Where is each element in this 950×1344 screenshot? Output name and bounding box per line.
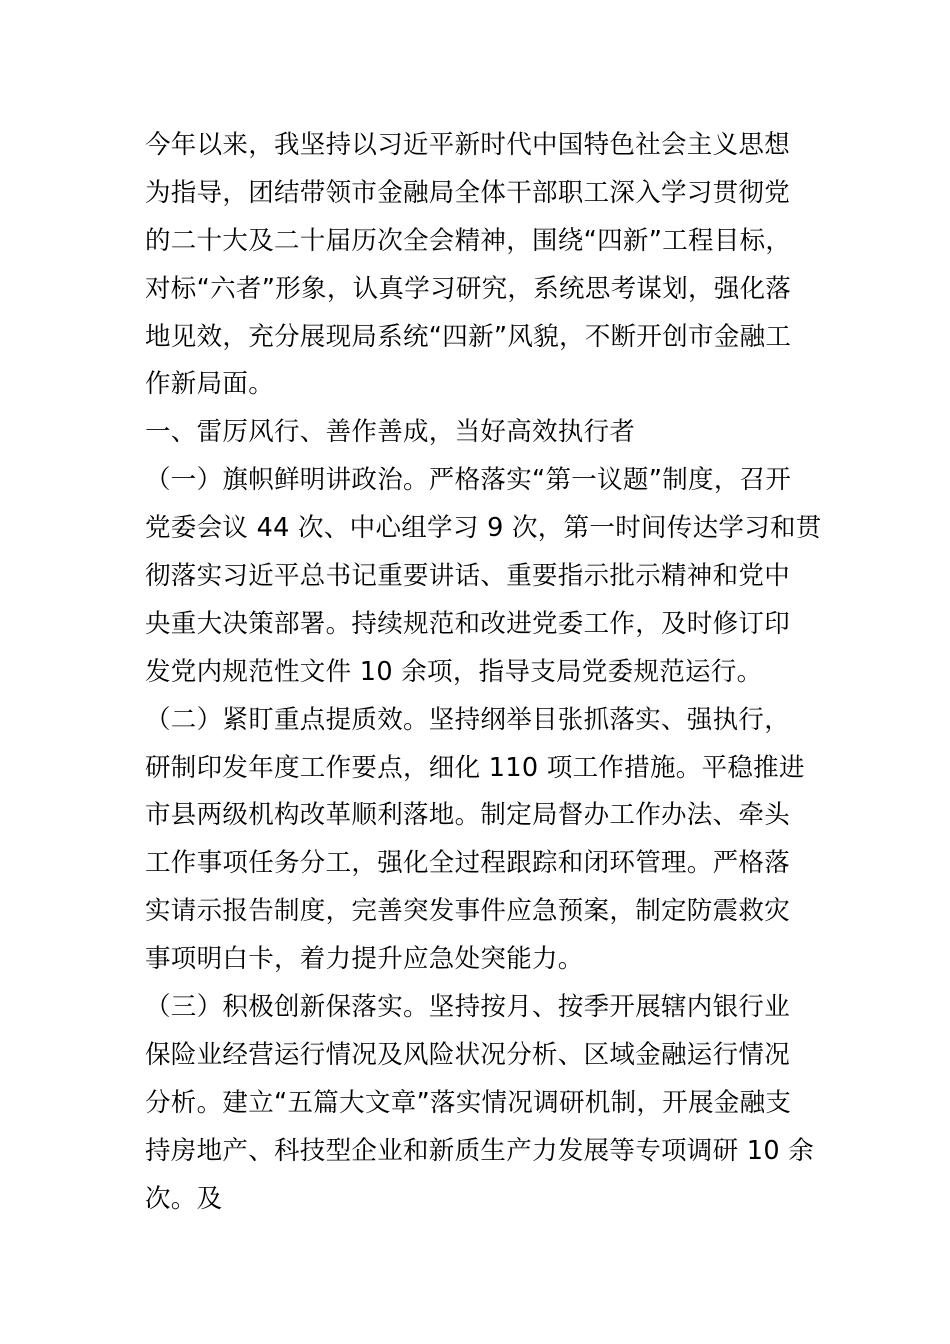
text-line: 次。及 [145,1183,223,1214]
paragraph-1 [145,456,822,695]
text-line: 今年以来，我坚持以习近平新时代中国特色社会主义思想 [145,130,791,160]
text-line: 的二十大及二十届历次全会精神，围绕“四新”工程目标， [145,225,792,256]
text-line: 研制印发年度工作要点，细化 110 项工作措施。平稳推进 [145,752,805,783]
text-line: 持房地产、科技型企业和新质生产力发展等专项调研 10 余 [145,1135,815,1166]
text-line: 作新局面。 [145,369,275,400]
text-line: 分析。建立“五篇大文章”落实情况调研机制，开展金融支 [145,1087,792,1118]
paragraph-3 [145,983,815,1222]
document-page [145,121,822,1222]
text-line: 保险业经营运行情况及风险状况分析、区域金融运行情况 [145,1039,791,1070]
text-line: 一、雷厉风行、善作善成，当好高效执行者 [145,417,636,448]
text-line: 市县两级机构改革顺利落地。制定局督办工作办法、牵头 [145,800,791,831]
text-line: 党委会议 44 次、中心组学习 9 次，第一时间传达学习和贯 [145,513,822,544]
text-line: 地见效，充分展现局系统“四新”风貌，不断开创市金融工 [145,321,792,352]
text-line: 为指导，团结带领市金融局全体干部职工深入学习贯彻党 [145,177,791,208]
text-line: 工作事项任务分工，强化全过程跟踪和闭环管理。严格落 [145,848,791,879]
text-line: （一）旗帜鲜明讲政治。严格落实“第一议题”制度，召开 [145,465,792,496]
text-line: 实请示报告制度，完善突发事件应急预案，制定防震救灾 [145,896,791,927]
text-line: 对标“六者”形象，认真学习研究，系统思考谋划，强化落 [145,273,792,304]
text-line: 彻落实习近平总书记重要讲话、重要指示批示精神和党中 [145,561,791,592]
section-heading [145,408,810,456]
paragraph-2 [145,696,810,983]
text-line: （三）积极创新保落实。坚持按月、按季开展辖内银行业 [145,992,791,1023]
intro-paragraph [145,121,810,408]
text-line: 央重大决策部署。持续规范和改进党委工作，及时修订印 [145,608,791,639]
text-line: 发党内规范性文件 10 余项，指导支局党委规范运行。 [145,656,763,687]
text-line: （二）紧盯重点提质效。坚持纲举目张抓落实、强执行， [145,704,791,735]
text-line: 事项明白卡，着力提升应急处突能力。 [145,944,584,975]
